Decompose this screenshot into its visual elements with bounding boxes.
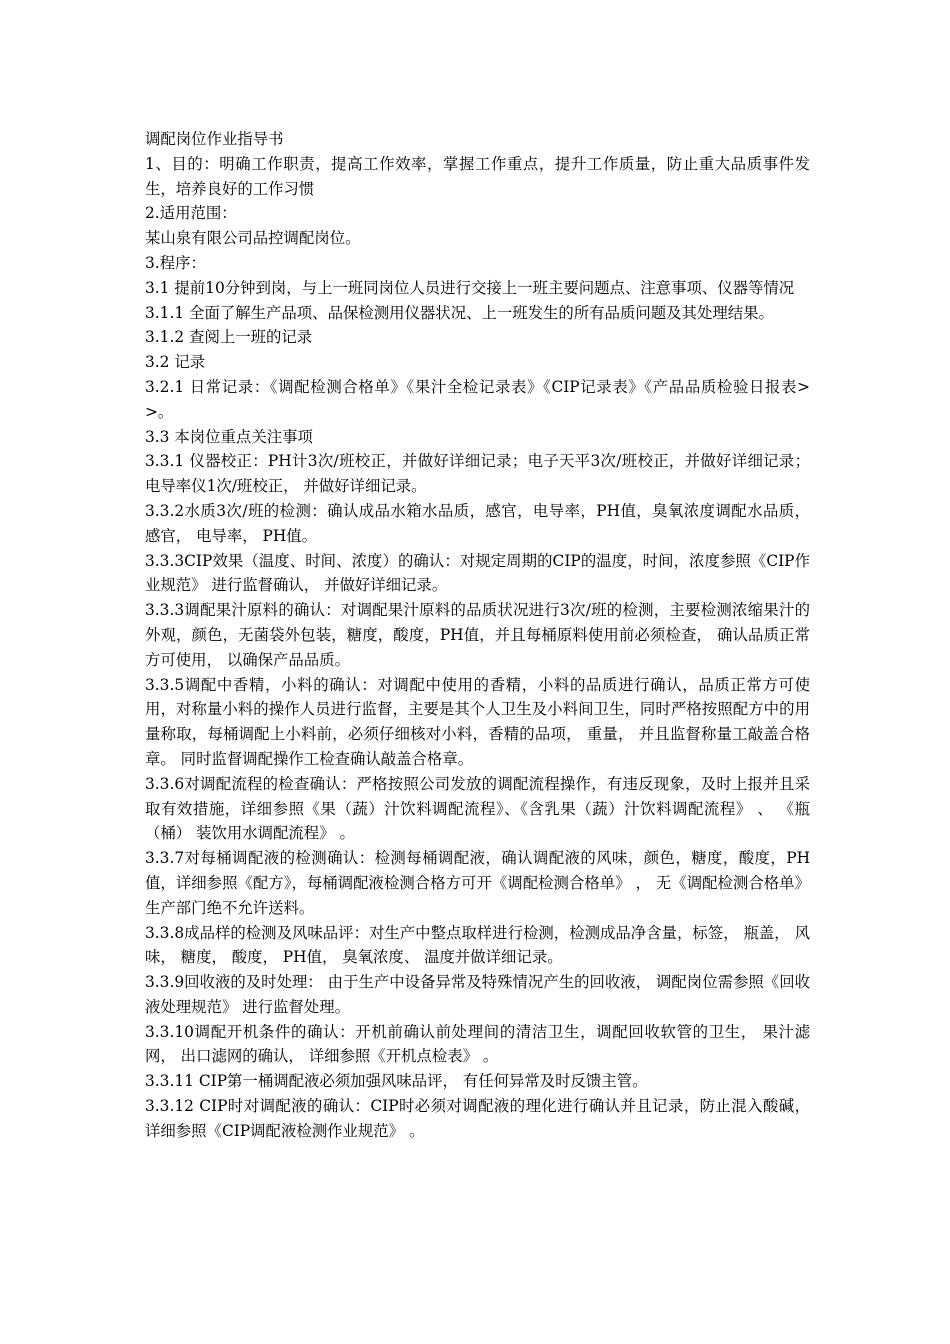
paragraph-3-3-9: 3.3.9回收液的及时处理： 由于生产中设备异常及特殊情况产生的回收液， 调配岗位需参照《回收液处理规范》 进行监督处理。 <box>145 973 810 1016</box>
paragraph-3-3-3-juice: 3.3.3调配果汁原料的确认：对调配果汁原料的品质状况进行3次/班的检测，主要检测浓缩果汁的外观，颜色，无菌袋外包装，糖度，酸度，PH值，并且每桶原料使用前必须检查， 确认品质正常方可使用， 以确保产品品质。 <box>145 601 810 669</box>
paragraph-3-3-2: 3.3.2水质3次/班的检测：确认成品水箱水品质，感官，电导率，PH值，臭氧浓度调配水品质， 感官， 电导率， PH值。 <box>145 501 810 545</box>
paragraph-3-3-12: 3.3.12 CIP时对调配液的确认：CIP时必须对调配液的理化进行确认并且记录，防止混入酸碱， 详细参照《CIP调配液检测作业规范》 。 <box>145 1097 810 1140</box>
paragraph-3-2: 3.2 记录 <box>145 353 206 372</box>
paragraph-3-3-5: 3.3.5调配中香精，小料的确认：对调配中使用的香精，小料的品质进行确认，品质正常方可使用，对称量小料的操作人员进行监督，主要是其个人卫生及小料间卫生，同时严格按照配方中的用量称取，每桶调配上小料前，必须仔细核对小料，香精的品项， 重量， 并且监督称量工敲盖合格章。 同时监督调配操作工检查确认敲盖合格章。 <box>145 675 810 768</box>
paragraph-purpose: 1、目的：明确工作职责，提高工作效率，掌握工作重点，提升工作质量，防止重大品质事件发生，培养良好的工作习惯 <box>145 154 810 198</box>
paragraph-3-1-2: 3.1.2 查阅上一班的记录 <box>145 328 313 347</box>
paragraph-3-3-3-cip: 3.3.3CIP效果（温度、时间、浓度）的确认：对规定周期的CIP的温度，时间，浓度参照《CIP作业规范》 进行监督确认， 并做好详细记录。 <box>145 551 810 595</box>
paragraph-scope-heading: 2.适用范围： <box>145 204 237 223</box>
paragraph-3-3-10: 3.3.10调配开机条件的确认：开机前确认前处理间的清洁卫生，调配回收软管的卫生， 果汁滤网， 出口滤网的确认， 详细参照《开机点检表》 。 <box>145 1022 810 1066</box>
paragraph-3-3-7: 3.3.7对每桶调配液的检测确认：检测每桶调配液，确认调配液的风味，颜色，糖度，酸度，PH值，详细参照《配方》，每桶调配液检测合格方可开《调配检测合格单》 ， 无《调配检测合格单》 生产部门绝不允许送料。 <box>145 849 810 917</box>
document-page <box>145 127 810 1144</box>
document-title: 调配岗位作业指导书 <box>145 130 284 148</box>
paragraph-3-3-1: 3.3.1 仪器校正：PH计3次/班校正，并做好详细记录；电子天平3次/班校正，并做好详细记录； 电导率仪1次/班校正， 并做好详细记录。 <box>145 452 810 496</box>
paragraph-3-3-8: 3.3.8成品样的检测及风味品评：对生产中整点取样进行检测，检测成品净含量，标签， 瓶盖， 风味， 糖度， 酸度， PH值， 臭氧浓度、 温度并做详细记录。 <box>145 923 810 967</box>
paragraph-scope: 某山泉有限公司品控调配岗位。 <box>145 229 361 248</box>
paragraph-3-2-1: 3.2.1 日常记录：《调配检测合格单》《果汁全检记录表》《CIP记录表》《产品品质检验日报表>>。 <box>145 377 810 421</box>
paragraph-3-1-1: 3.1.1 全面了解生产品项、品保检测用仪器状况、上一班发生的所有品质问题及其处理结果。 <box>145 303 774 322</box>
paragraph-3-3-6: 3.3.6对调配流程的检查确认：严格按照公司发放的调配流程操作，有违反现象，及时上报并且采取有效措施，详细参照《果（蔬）汁饮料调配流程》、《含乳果（蔬）汁饮料调配流程》 、 《瓶（桶） 装饮用水调配流程》 。 <box>145 774 810 843</box>
paragraph-3-1: 3.1 提前10分钟到岗，与上一班同岗位人员进行交接上一班主要问题点、注意事项、仪器等情况 <box>145 278 795 297</box>
paragraph-3-3: 3.3 本岗位重点关注事项 <box>145 427 313 446</box>
paragraph-procedure-heading: 3.程序： <box>145 253 206 272</box>
paragraph-3-3-11: 3.3.11 CIP第一桶调配液必须加强风味品评， 有任何异常及时反馈主管。 <box>145 1072 648 1091</box>
